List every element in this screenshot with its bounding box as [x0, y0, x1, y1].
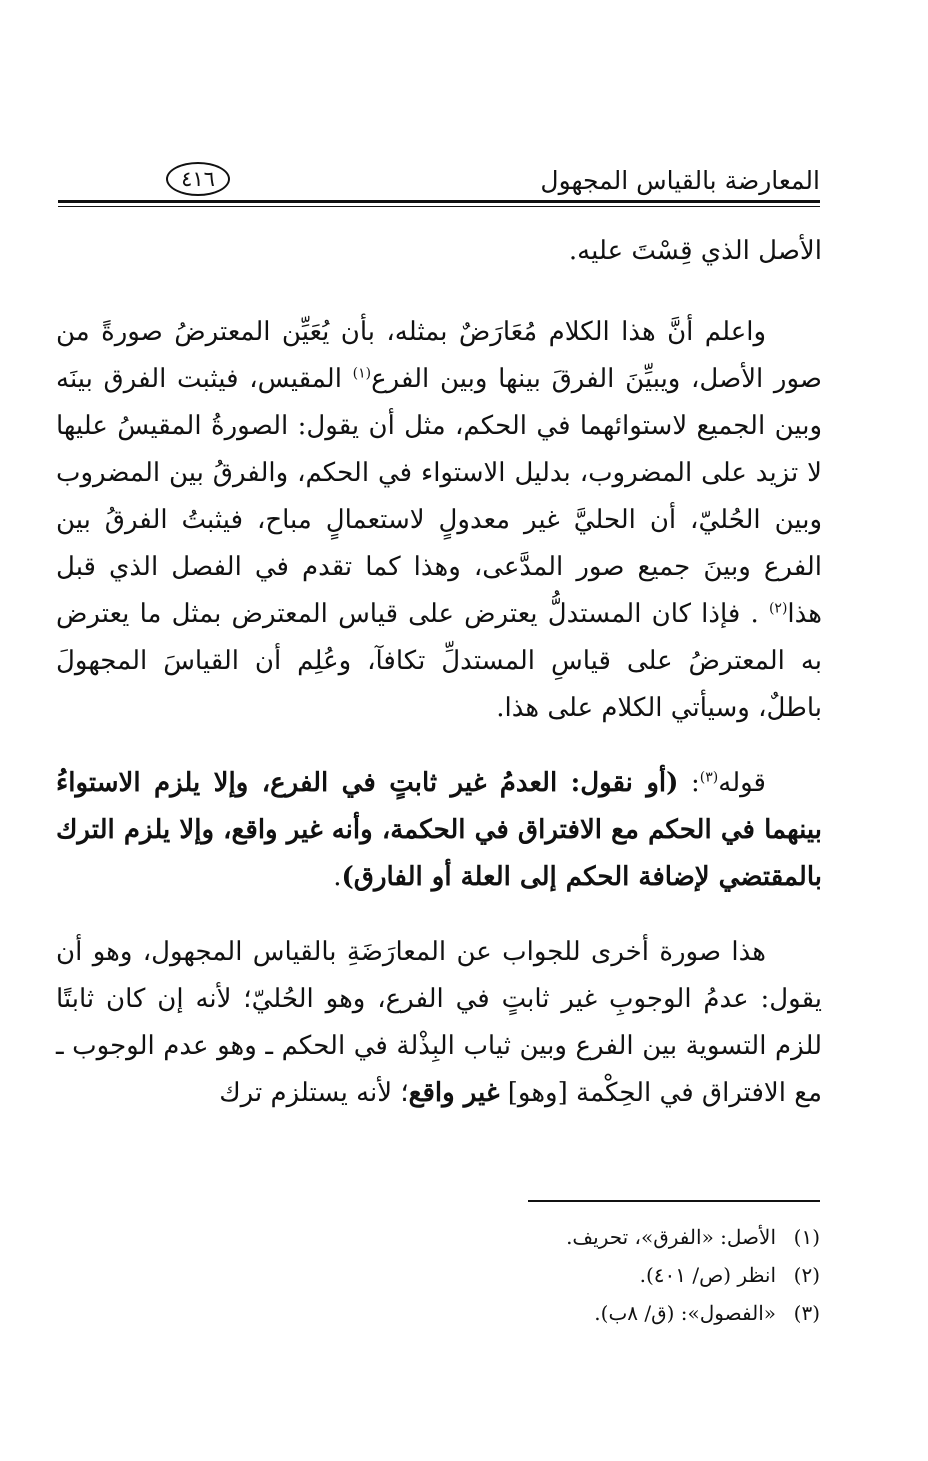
quoted-text-bold: (أو نقول: العدمُ غير ثابتٍ في الفرع، وإلا يلزم الاستواءُ بينهما في الحكم مع الافتراق في الحكمة، وأنه غير واقع، وإلا يلزم الترك بالمقتضي لإضافة الحكم إلى العلة أو الفارق) — [56, 768, 822, 892]
page-header — [58, 160, 820, 208]
paragraph-4-part-a: هذا صورة أخرى للجواب عن المعارَضَةِ بالقياس المجهول، وهو أن يقول: عدمُ الوجوبِ غير ثابتٍ في الفرع، وهو الحُليّ؛ لأنه إن كان ثابتًا للزم التسوية بين الفرع وبين ثياب البِذْلة في الحكم ـ وهو عدم الوجوب ـ مع الافتراق في الحِكْمة [وهو] — [56, 937, 822, 1108]
header-rule-thin — [58, 206, 820, 207]
footnote-separator — [528, 1200, 820, 1202]
header-rule-thick — [58, 200, 820, 203]
footnote-3-number: (٣) — [793, 1301, 820, 1325]
footnote-2 — [300, 1256, 820, 1294]
footnote-ref-3[interactable]: (٣) — [699, 769, 719, 786]
paragraph-3-part-c: . — [333, 862, 342, 892]
paragraph-3 — [56, 760, 822, 901]
paragraph-2-part-a: واعلم أنَّ هذا الكلام مُعَارَضٌ بمثله، بأن يُعَيِّن المعترضُ صورةً من صور الأصل، ويبيِّنَ الفرقَ بينها وبين الفرع — [56, 317, 822, 394]
paragraph-2 — [56, 309, 822, 732]
footnote-1-text: الأصل: «الفرق»، تحريف. — [566, 1225, 776, 1249]
paragraph-2-part-c: . فإذا كان المستدلُّ يعترض على قياس المعترض بمثل ما يعترض به المعترضُ على قياسِ المستدلِّ تكافآ، وعُلِم أن القياسَ المجهولَ باطلٌ، وسيأتي الكلام على هذا. — [56, 599, 822, 723]
paragraph-2-part-b: المقيس، فيثبت الفرق بينَه وبين الجميع لاستوائهما في الحكم، مثل أن يقول: الصورةُ المقيسُ عليها لا تزيد على المضروب، بدليل الاستواء في الحكم، والفرقُ بين المضروب وبين الحُليّ، أن الحليَّ غير معدولٍ لاستعمالٍ مباح، فيثبتُ الفرقُ بين الفرع وبينَ جميع صور المدَّعى، وهذا كما تقدم في الفصل الذي قبل هذا — [56, 364, 822, 629]
paragraph-4-part-b: ؛ لأنه يستلزم ترك — [219, 1078, 409, 1108]
footnote-1 — [300, 1218, 820, 1256]
running-title: المعارضة بالقياس المجهول — [540, 166, 820, 195]
footnote-3 — [300, 1294, 820, 1332]
body-text — [56, 228, 822, 1117]
footnote-ref-1[interactable]: (١) — [352, 365, 372, 382]
footnote-2-text: انظر (ص/ ٤٠١). — [639, 1263, 776, 1287]
paragraph-4 — [56, 929, 822, 1117]
paragraph-1: الأصل الذي قِسْتَ عليه. — [568, 236, 822, 266]
footnotes — [300, 1218, 820, 1332]
footnote-ref-2[interactable]: (٢) — [768, 600, 788, 617]
paragraph-3-part-b: : — [678, 768, 700, 798]
footnote-3-text: «الفصول»: (ق/ ٨ب). — [594, 1301, 776, 1325]
page-number-badge: ٤١٦ — [166, 162, 230, 196]
footnote-2-number: (٢) — [793, 1263, 820, 1287]
paragraph-4-bold: غير واقع — [408, 1078, 500, 1108]
paragraph-3-part-a: قوله — [718, 768, 766, 798]
footnote-1-number: (١) — [793, 1225, 820, 1249]
